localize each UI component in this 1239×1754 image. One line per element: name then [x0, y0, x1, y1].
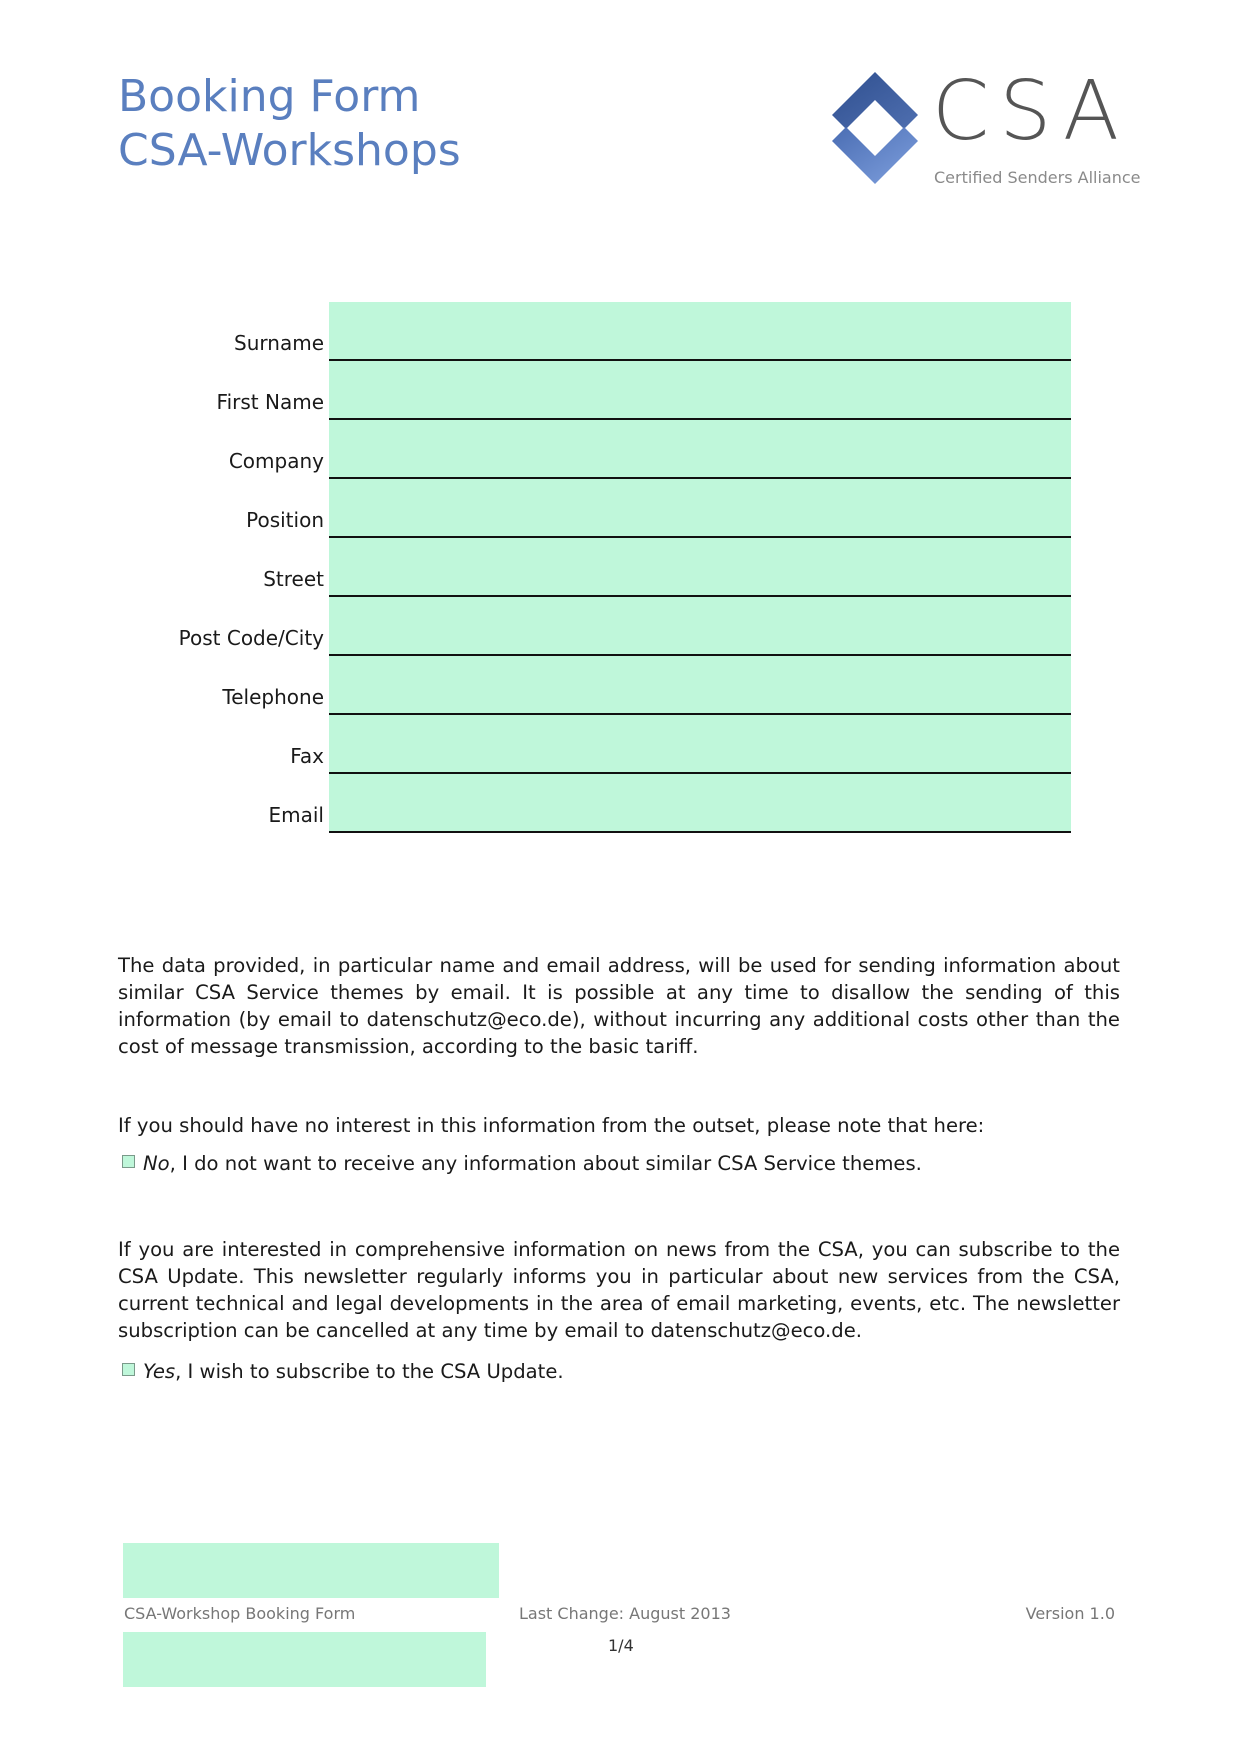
footer-field-2[interactable] [123, 1632, 486, 1687]
opt-out-intro: If you should have no interest in this information from the outset, please note that here: [118, 1114, 985, 1137]
company-field[interactable] [329, 420, 1071, 479]
email-field[interactable] [329, 774, 1071, 833]
form-row-email [0, 774, 1239, 833]
diamond-logo-icon [832, 72, 918, 184]
form-row-post-code-city [0, 597, 1239, 656]
newsletter-option[interactable] [118, 1358, 564, 1385]
telephone-label: Telephone [222, 685, 324, 709]
telephone-field[interactable] [329, 656, 1071, 715]
newsletter-text: , I wish to subscribe to the CSA Update. [175, 1360, 564, 1383]
surname-field[interactable] [329, 302, 1071, 361]
footer-center: Last Change: August 2013 [519, 1604, 731, 1623]
company-label: Company [228, 449, 324, 473]
first-name-field[interactable] [329, 361, 1071, 420]
page-number: 1/4 [608, 1636, 634, 1655]
street-field[interactable] [329, 538, 1071, 597]
form-row-telephone [0, 656, 1239, 715]
title-line-1: Booking Form [118, 71, 421, 122]
opt-out-option[interactable] [118, 1150, 922, 1177]
email-label: Email [268, 803, 324, 827]
form-row-surname [0, 302, 1239, 361]
form-row-position [0, 479, 1239, 538]
opt-out-checkbox[interactable] [122, 1155, 135, 1168]
footer-field-1[interactable] [123, 1543, 499, 1598]
opt-out-text: , I do not want to receive any information about similar CSA Service themes. [169, 1152, 922, 1175]
form-row-first-name [0, 361, 1239, 420]
csa-logo [832, 64, 1141, 192]
logo-subtitle: Certified Senders Alliance [934, 168, 1141, 187]
document-title [118, 70, 461, 178]
logo-wordmark: CSA [932, 64, 1129, 159]
position-field[interactable] [329, 479, 1071, 538]
form-row-company [0, 420, 1239, 479]
post-code-city-field[interactable] [329, 597, 1071, 656]
position-label: Position [246, 508, 324, 532]
footer-left: CSA-Workshop Booking Form [124, 1604, 356, 1623]
form-row-street [0, 538, 1239, 597]
fax-field[interactable] [329, 715, 1071, 774]
street-label: Street [263, 567, 324, 591]
opt-out-emphasis: No [143, 1152, 170, 1175]
newsletter-emphasis: Yes [143, 1360, 176, 1383]
first-name-label: First Name [216, 390, 324, 414]
post-code-city-label: Post Code/City [178, 626, 324, 650]
footer-right: Version 1.0 [1025, 1604, 1115, 1623]
fax-label: Fax [290, 744, 324, 768]
newsletter-checkbox[interactable] [122, 1363, 135, 1376]
form-row-fax [0, 715, 1239, 774]
privacy-paragraph: The data provided, in particular name and email address, will be used for sending information about similar CSA Service themes by email. It is possible at any time to disallow the sending of this information (by email to datenschutz@eco.de), without incurring any additional costs other than the cost of message transmission, according to the basic tariff. [118, 954, 1120, 1058]
title-line-2: CSA-Workshops [118, 125, 461, 176]
surname-label: Surname [234, 331, 324, 355]
newsletter-paragraph: If you are interested in comprehensive information on news from the CSA, you can subscribe to the CSA Update. This newsletter regularly informs you in particular about new services from the CSA, current technical and legal developments in the area of email marketing, events, etc. The newsletter subscription can be cancelled at any time by email to datenschutz@eco.de. [118, 1238, 1120, 1342]
